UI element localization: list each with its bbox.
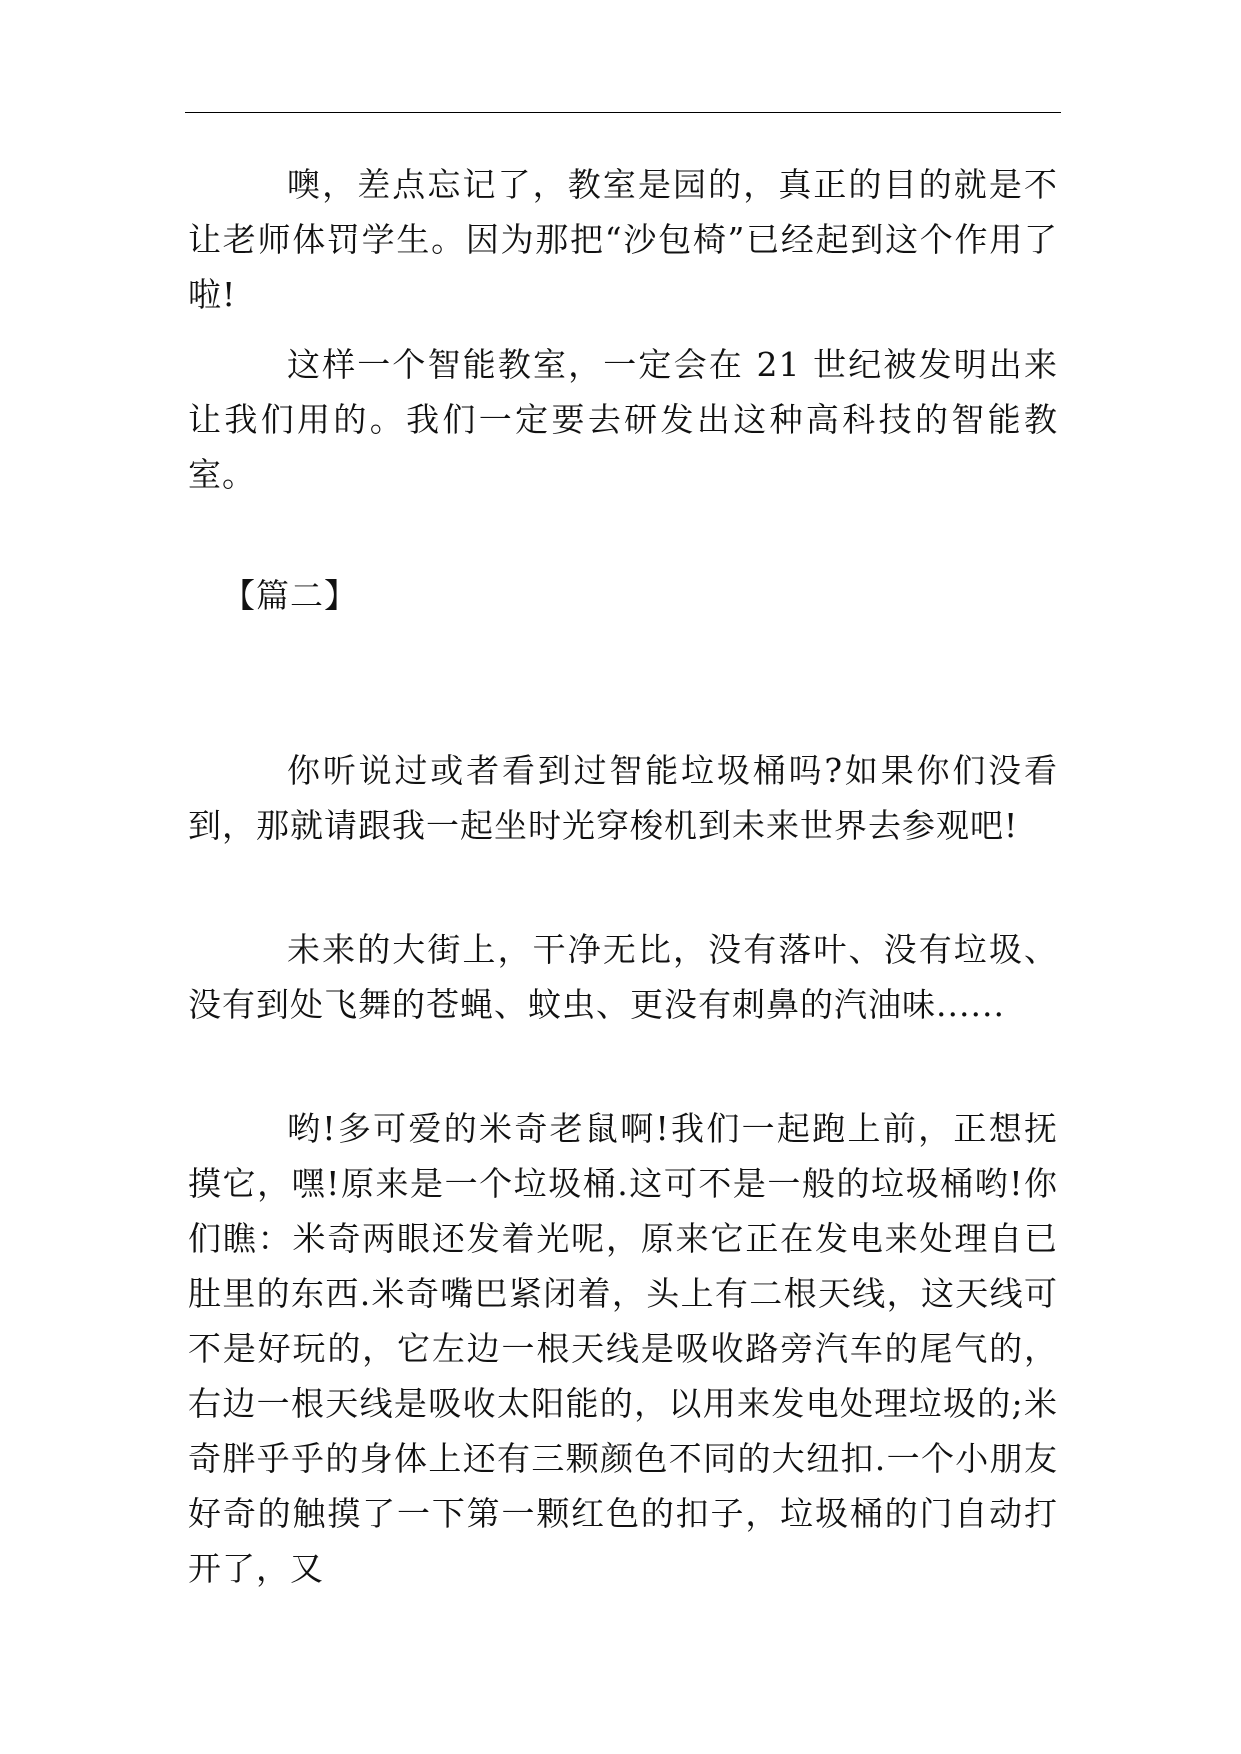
section-heading: 【篇二】	[222, 576, 358, 615]
header-rule	[185, 112, 1061, 113]
paragraph: 这样一个智能教室，一定会在 21 世纪被发明出来让我们用的。我们一定要去研发出这种高科技的智能教室。	[188, 345, 1058, 494]
paragraph: 你听说过或者看到过智能垃圾桶吗?如果你们没看到，那就请跟我一起坐时光穿梭机到未来世界去参观吧!	[188, 751, 1058, 845]
paragraph: 哟!多可爱的米奇老鼠啊!我们一起跑上前，正想抚摸它，嘿!原来是一个垃圾桶.这可不是一般的垃圾桶哟!你们瞧：米奇两眼还发着光呢，原来它正在发电来处理自已肚里的东西.米奇嘴巴紧闭着，头上有二根天线，这天线可不是好玩的，它左边一根天线是吸收路旁汽车的尾气的，右边一根天线是吸收太阳能的，以用来发电处理垃圾的;米奇胖乎乎的身体上还有三颗颜色不同的大纽扣.一个小朋友好奇的触摸了一下第一颗红色的扣子，垃圾桶的门自动打开了，又	[188, 1109, 1058, 1588]
paragraph: 噢，差点忘记了，教室是园的，真正的目的就是不让老师体罚学生。因为那把“沙包椅”已经起到这个作用了啦!	[188, 165, 1058, 314]
paragraph: 未来的大街上，干净无比，没有落叶、没有垃圾、没有到处飞舞的苍蝇、蚊虫、更没有刺鼻的汽油味......	[188, 930, 1058, 1024]
